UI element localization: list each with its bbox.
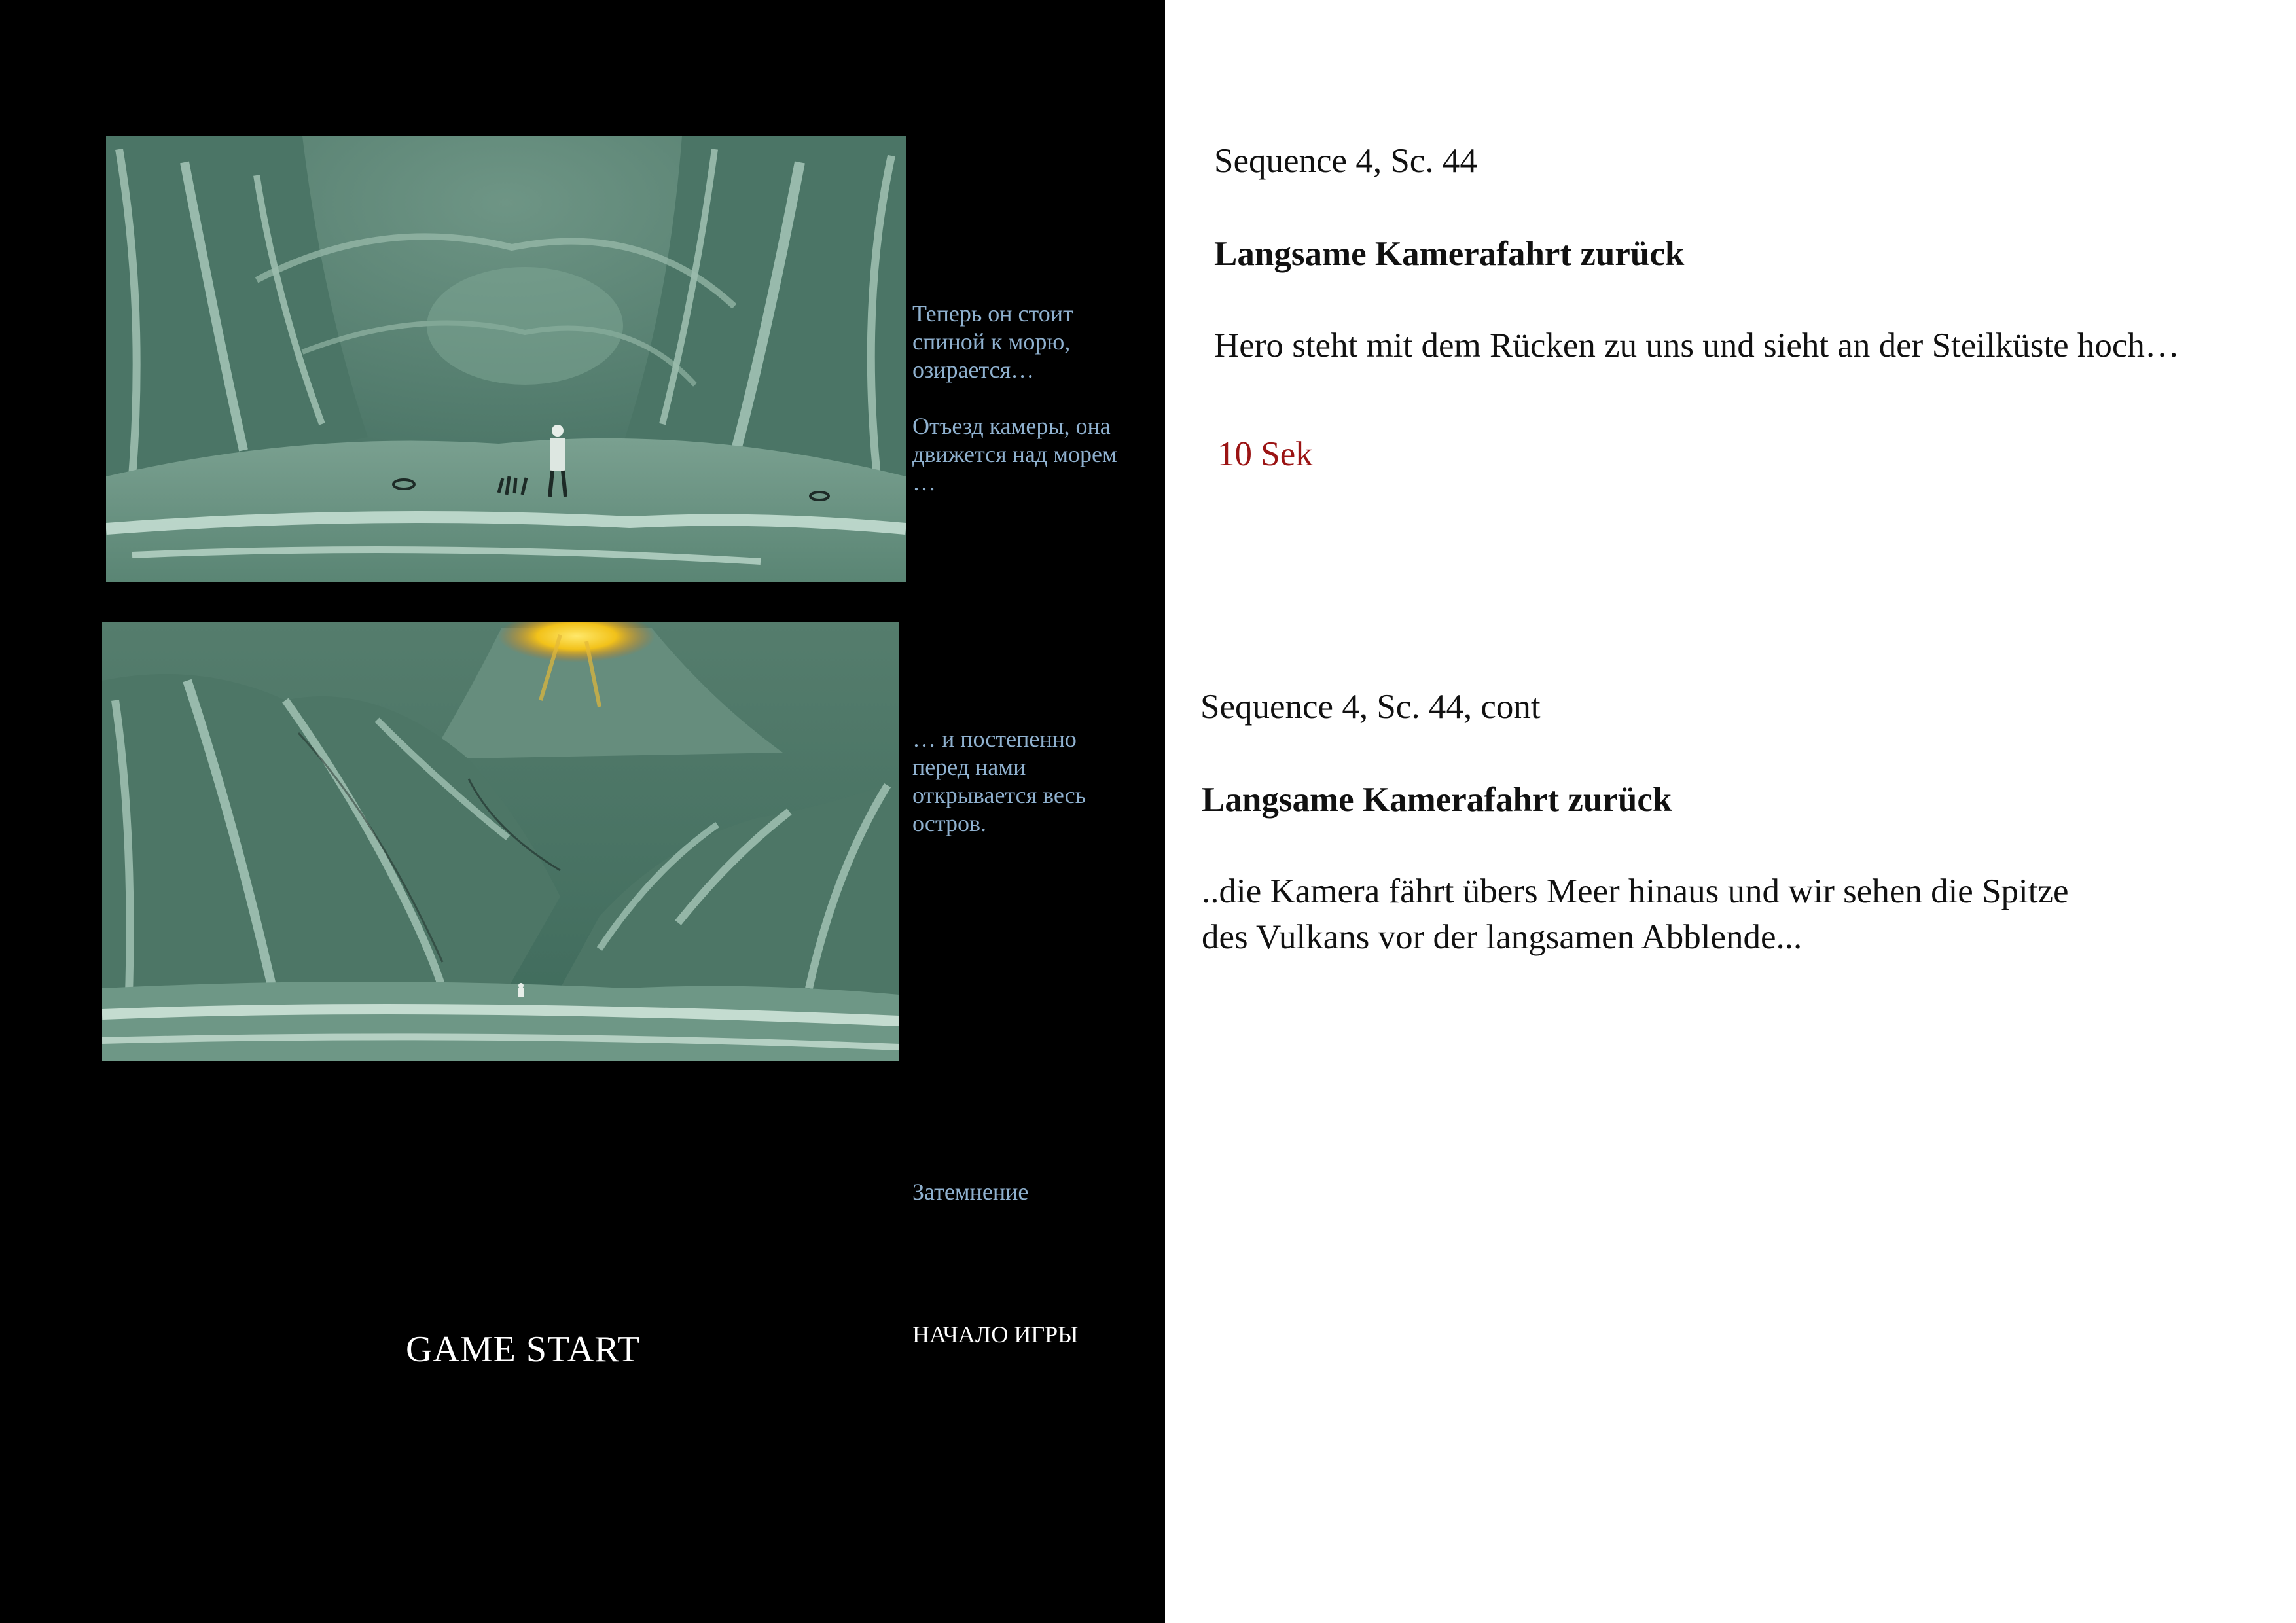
scene-duration-1: 10 Sek: [1217, 435, 1313, 473]
scene-description-2-line-1: ..die Kamera fährt übers Meer hinaus und wir sehen die Spitze: [1202, 872, 2069, 910]
scene-title-1: Sequence 4, Sc. 44: [1214, 142, 1477, 180]
storyboard-frame-1: [106, 136, 906, 582]
scene-description-1: Hero steht mit dem Rücken zu uns und sieht an der Steilküste hoch…: [1214, 327, 2179, 365]
island-volcano-illustration: [102, 622, 899, 1061]
camera-action-1: Langsame Kamerafahrt zurück: [1214, 235, 1685, 273]
cliff-sketch-illustration: [106, 136, 906, 582]
scene-description-2-line-2: des Vulkans vor der langsamen Abblende...: [1202, 918, 1803, 956]
scene-title-2: Sequence 4, Sc. 44, cont: [1200, 688, 1541, 726]
game-start-label: GAME START: [406, 1329, 641, 1370]
russian-note-panel-2: … и постепенно перед нами открывается весь остров.: [912, 726, 1086, 836]
russian-game-start-label: НАЧАЛО ИГРЫ: [912, 1321, 1079, 1347]
storyboard-frame-2: [102, 622, 899, 1061]
camera-action-2: Langsame Kamerafahrt zurück: [1202, 781, 1672, 819]
russian-note-panel-1: Теперь он стоит спиной к морю, озирается… Отъезд камеры, она движется над морем …: [912, 300, 1117, 495]
russian-fade-note: Затемнение: [912, 1179, 1029, 1205]
